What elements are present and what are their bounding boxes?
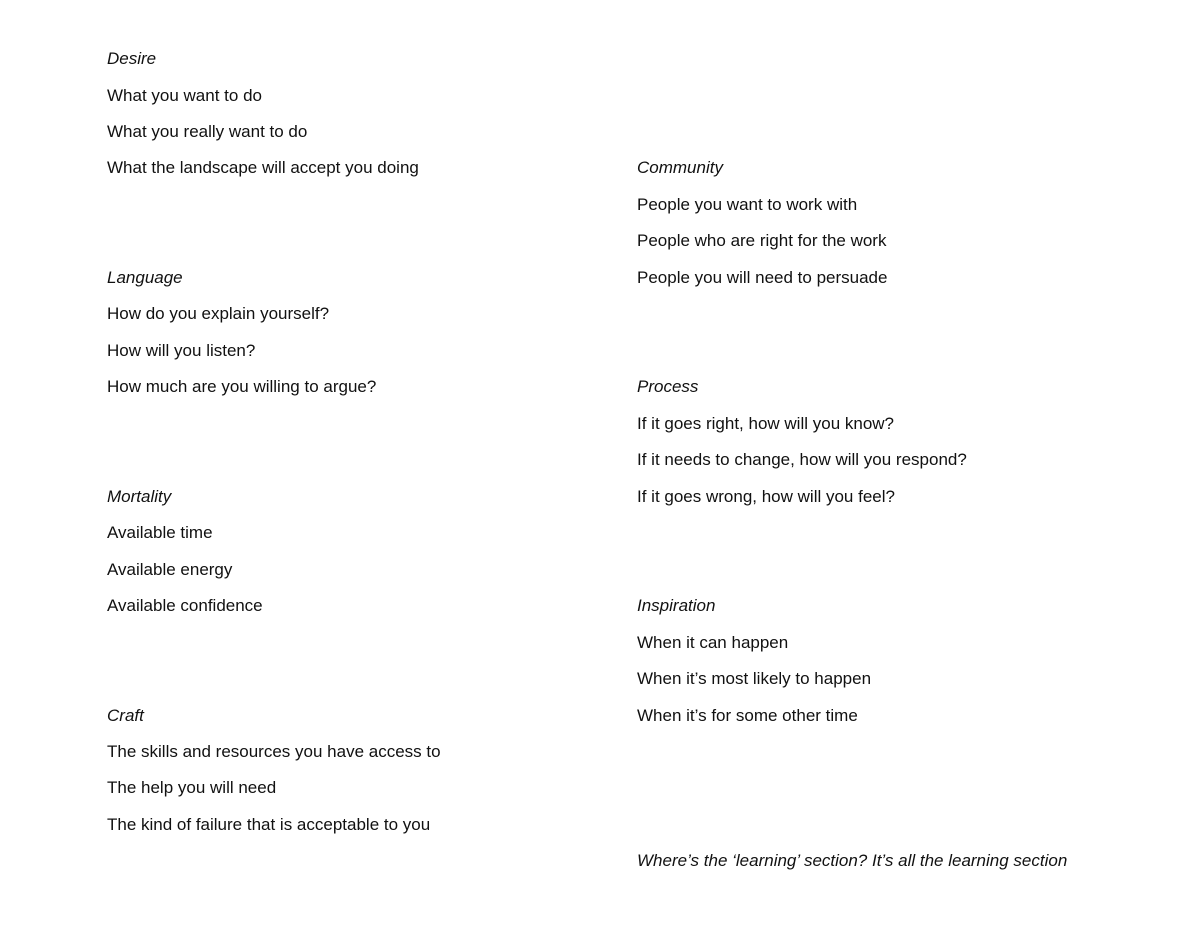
list-item: Available energy: [107, 560, 233, 579]
section-heading-language: Language: [107, 268, 183, 287]
section-heading-community: Community: [637, 158, 723, 177]
list-item: People you will need to persuade: [637, 268, 888, 287]
list-item: How do you explain yourself?: [107, 304, 330, 323]
list-item: What the landscape will accept you doing: [107, 158, 419, 177]
list-item: People who are right for the work: [637, 231, 887, 250]
list-item: When it’s for some other time: [637, 706, 858, 725]
list-item: The help you will need: [107, 778, 277, 797]
list-item: People you want to work with: [637, 195, 858, 214]
list-item: The skills and resources you have access to: [107, 742, 441, 761]
list-item: Available confidence: [107, 596, 263, 615]
closing-note: Where’s the ‘learning’ section? It’s all the learning section: [637, 851, 1068, 870]
list-item: If it goes wrong, how will you feel?: [637, 487, 895, 506]
section-heading-inspiration: Inspiration: [637, 596, 716, 615]
list-item: What you want to do: [107, 86, 262, 105]
list-item: The kind of failure that is acceptable to you: [107, 815, 431, 834]
list-item: What you really want to do: [107, 122, 308, 141]
section-heading-mortality: Mortality: [107, 487, 172, 506]
list-item: How will you listen?: [107, 341, 256, 360]
section-heading-craft: Craft: [107, 706, 144, 725]
list-item: If it needs to change, how will you respond?: [637, 450, 967, 469]
list-item: When it’s most likely to happen: [637, 669, 872, 688]
section-heading-desire: Desire: [107, 49, 157, 68]
list-item: If it goes right, how will you know?: [637, 414, 895, 433]
list-item: How much are you willing to argue?: [107, 377, 377, 396]
section-heading-process: Process: [637, 377, 699, 396]
list-item: When it can happen: [637, 633, 789, 652]
list-item: Available time: [107, 523, 213, 542]
